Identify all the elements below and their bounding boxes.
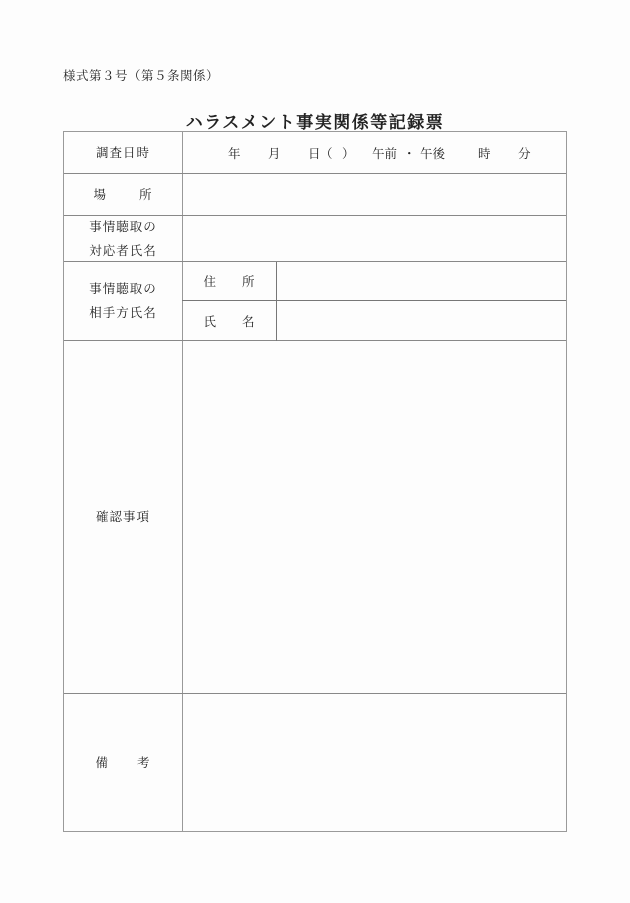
subrow-address [182, 262, 566, 301]
am-label: 午前 [372, 145, 398, 161]
hour-label: 時 [478, 145, 491, 161]
label-name-a: 氏 [203, 314, 216, 329]
label-address-a: 住 [203, 274, 216, 289]
month-label: 月 [268, 145, 281, 161]
am-pm-separator: ・ [403, 145, 416, 161]
label-place-b: 所 [139, 186, 153, 202]
field-survey-datetime[interactable] [182, 132, 566, 173]
label-interviewer-line1: 事情聴取の [89, 218, 157, 234]
field-name[interactable] [276, 301, 566, 341]
row-interviewer [64, 216, 566, 262]
row-place [64, 174, 566, 216]
field-remarks[interactable] [182, 694, 566, 831]
label-place-a: 場 [93, 186, 107, 202]
record-table [63, 131, 567, 832]
minute-label: 分 [518, 145, 531, 161]
label-interviewee-line2: 相手方氏名 [89, 305, 157, 320]
row-confirmed-items [64, 341, 566, 694]
document-title: ハラスメント事実関係等記録票 [185, 113, 445, 133]
field-interviewer[interactable] [182, 216, 566, 261]
label-interviewer-line2: 対応者氏名 [89, 242, 157, 258]
field-confirmed-items[interactable] [182, 341, 566, 693]
subrow-name [182, 301, 566, 341]
weekday-open: （ [320, 145, 333, 161]
label-survey-datetime: 調査日時 [64, 132, 183, 173]
weekday-close: ） [342, 145, 355, 161]
label-interviewee-line1: 事情聴取の [89, 281, 157, 296]
label-confirmed-items: 確認事項 [64, 341, 183, 693]
year-label: 年 [228, 145, 241, 161]
pm-label: 午後 [420, 145, 446, 161]
field-address[interactable] [276, 262, 566, 300]
row-survey-datetime [64, 132, 566, 174]
label-address [182, 262, 277, 300]
label-remarks-a: 備 [95, 754, 109, 770]
row-interviewee [64, 262, 566, 341]
label-place [64, 174, 183, 215]
label-remarks-b: 考 [137, 754, 151, 770]
form-number: 様式第３号（第５条関係） [63, 68, 220, 83]
label-remarks [64, 694, 183, 831]
day-label: 日 [308, 145, 321, 161]
label-name-b: 名 [242, 314, 255, 329]
field-place[interactable] [182, 174, 566, 215]
label-interviewer [64, 216, 183, 261]
label-interviewee [64, 262, 183, 340]
label-name [182, 301, 277, 341]
label-address-b: 所 [242, 274, 255, 289]
row-remarks [64, 694, 566, 831]
